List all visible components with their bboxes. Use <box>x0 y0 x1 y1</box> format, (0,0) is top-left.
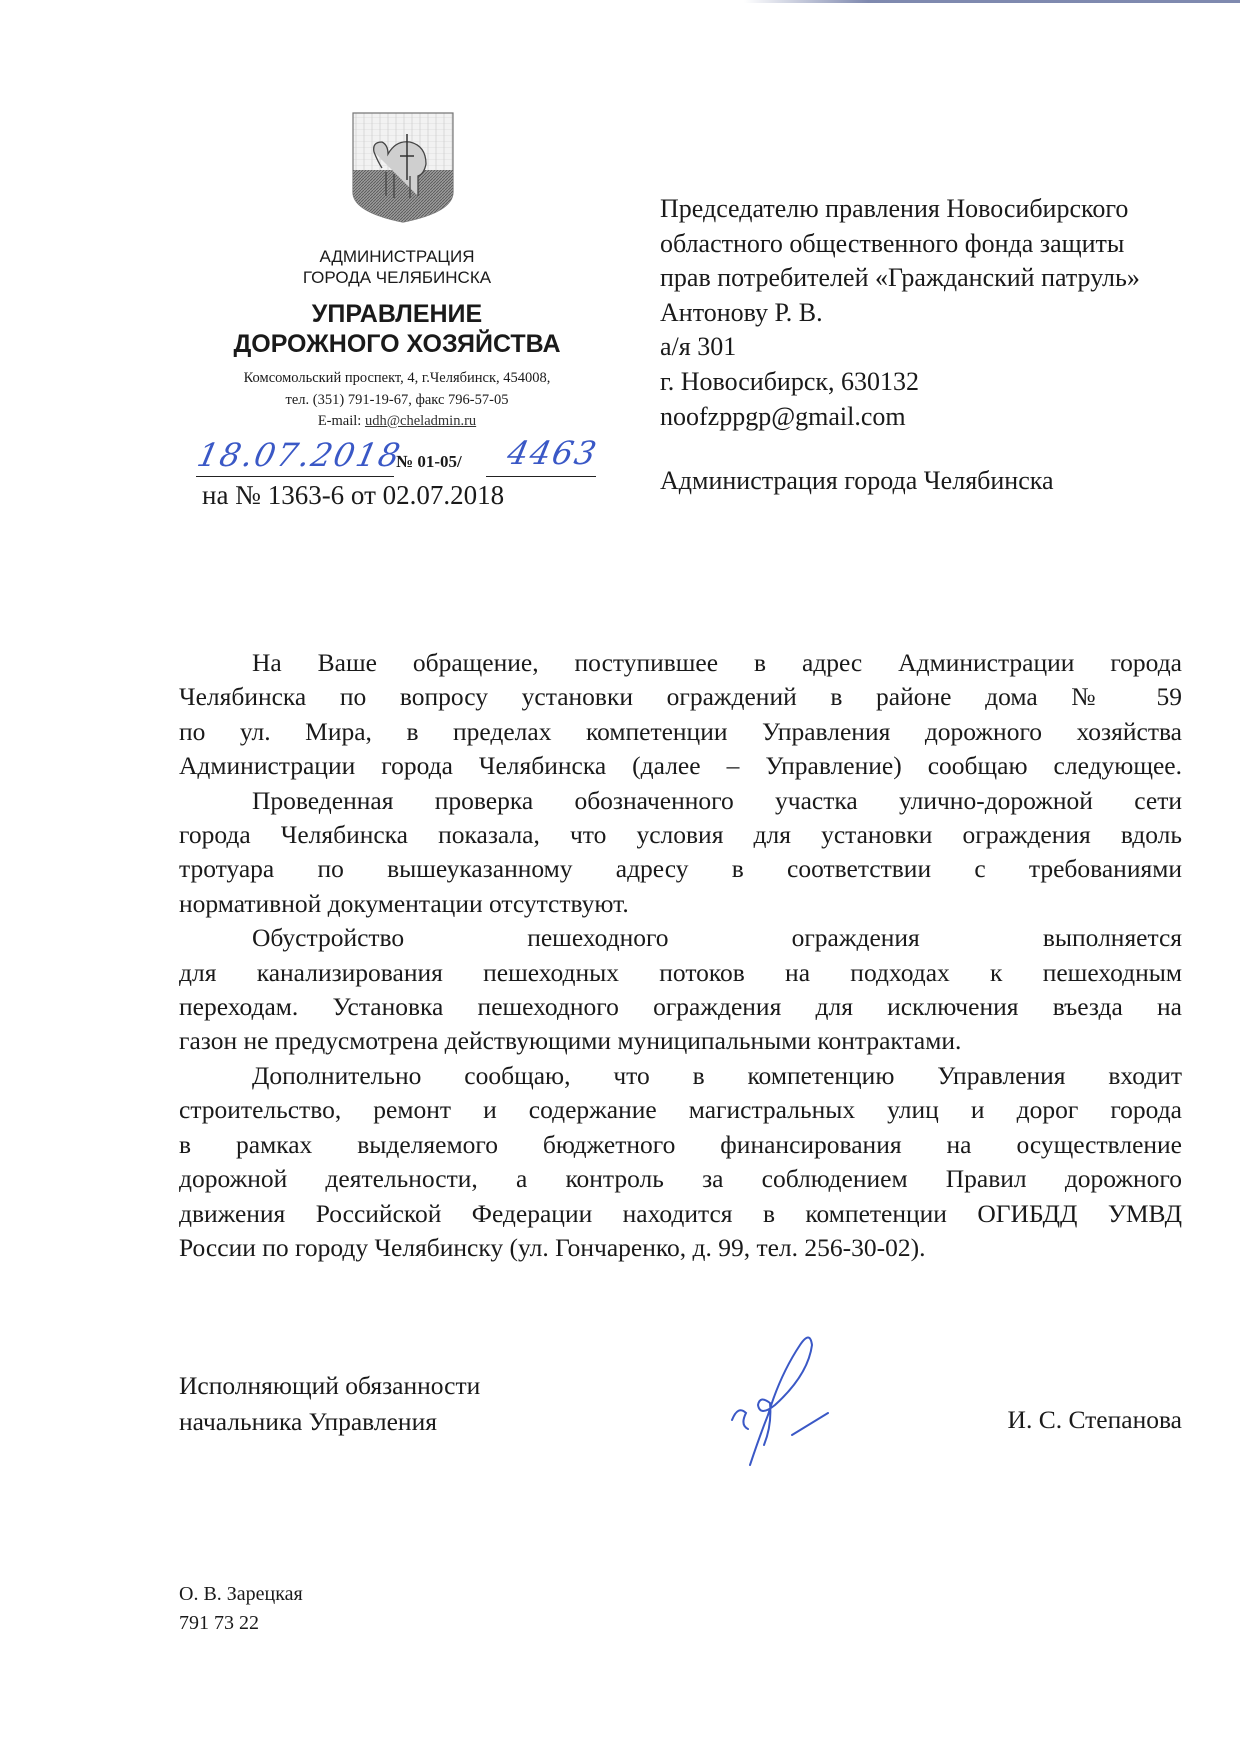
title-line-2: начальника Управления <box>179 1407 437 1436</box>
body-line: переходам. Установка пешеходного ограждения для исключения въезда на <box>179 992 1182 1022</box>
scan-edge <box>0 0 1240 3</box>
recipient-line: Антонову Р. В. <box>660 297 823 327</box>
recipient-line: прав потребителей «Гражданский патруль» <box>660 263 1140 293</box>
dept-line-2: ДОРОЖНОГО ХОЗЯЙСТВА <box>233 330 561 358</box>
city-crest-icon <box>352 112 454 224</box>
signatory-name: И. С. Степанова <box>1007 1405 1182 1434</box>
body-paragraph <box>179 646 1182 784</box>
reply-reference: на № 1363-6 от 02.07.2018 <box>202 480 505 510</box>
letterhead-dept <box>190 299 604 359</box>
phones: тел. (351) 791-19-67, факс 796-57-05 <box>285 391 509 408</box>
signatory-title <box>179 1368 480 1440</box>
body-line: дорожной деятельности, а контроль за соблюдением Правил дорожного <box>179 1164 1182 1194</box>
date-handwritten: 18.07.2018 <box>193 436 406 474</box>
body-paragraph <box>179 921 1182 1059</box>
admin-line-1: АДМИНИСТРАЦИЯ <box>319 247 475 266</box>
body-line: На Ваше обращение, поступившее в адрес Администрации города <box>252 648 1182 677</box>
copy-to: Администрация города Челябинска <box>660 466 1054 495</box>
recipient-line: noofzppgp@gmail.com <box>660 401 906 431</box>
body-line: строительство, ремонт и содержание магистральных улиц и дорог города <box>179 1095 1182 1125</box>
body-line: Администрации города Челябинска (далее – Управление) сообщаю следующее. <box>179 751 1182 781</box>
email-row <box>190 411 604 433</box>
dept-line-1: УПРАВЛЕНИЕ <box>311 300 483 328</box>
body-line: Челябинска по вопросу установки ограждений в районе дома № 59 <box>179 682 1182 712</box>
body-paragraph <box>179 1059 1182 1265</box>
recipient-line: Председателю правления Новосибирского <box>660 194 1129 223</box>
body-line: Обустройство пешеходного ограждения выполняется <box>252 923 1182 953</box>
body-line: тротуара по вышеуказанному адресу в соответствии с требованиями <box>179 854 1182 884</box>
address: Комсомольский проспект, 4, г.Челябинск, 454008, <box>243 370 551 386</box>
body-line: России по городу Челябинску (ул. Гончаренко, д. 99, тел. 256-30-02). <box>179 1232 926 1262</box>
body-line: движения Российской Федерации находится в компетенции ОГИБДД УМВД <box>179 1198 1182 1228</box>
date-underline <box>196 476 394 477</box>
recipient-block <box>660 192 1140 434</box>
email-label: E-mail: <box>317 413 365 429</box>
letter-body <box>179 646 1182 1265</box>
admin-line-2: ГОРОДА ЧЕЛЯБИНСКА <box>302 268 492 287</box>
email-link[interactable]: udh@cheladmin.ru <box>364 413 477 429</box>
body-line: города Челябинска показала, что условия для установки ограждения вдоль <box>179 820 1182 850</box>
letterhead-admin <box>190 246 604 288</box>
letterhead-contacts <box>190 368 604 433</box>
body-line: в рамках выделяемого бюджетного финансирования на осуществление <box>179 1129 1182 1159</box>
handwritten-signature <box>720 1325 840 1475</box>
recipient-line: областного общественного фонда защиты <box>660 228 1125 258</box>
number-prefix: № 01-05/ <box>396 452 462 471</box>
number-underline <box>486 476 596 477</box>
recipient-line: а/я 301 <box>660 332 737 362</box>
executor-phone: 791 73 22 <box>179 1612 259 1634</box>
recipient-line: г. Новосибирск, 630132 <box>660 366 920 396</box>
body-line: газон не предусмотрена действующими муниципальными контрактами. <box>179 1026 962 1056</box>
executor-block <box>179 1580 303 1638</box>
body-line: нормативной документации отсутствуют. <box>179 888 629 918</box>
body-line: Дополнительно сообщаю, что в компетенцию Управления входит <box>252 1060 1182 1090</box>
registration-line <box>193 434 602 480</box>
body-paragraph <box>179 784 1182 922</box>
body-line: по ул. Мира, в пределах компетенции Управления дорожного хозяйства <box>179 716 1182 746</box>
number-handwritten: 4463 <box>503 434 602 472</box>
executor-name: О. В. Зарецкая <box>179 1583 303 1605</box>
body-line: для канализирования пешеходных потоков на подходах к пешеходным <box>179 957 1182 987</box>
title-line-1: Исполняющий обязанности <box>179 1371 481 1400</box>
body-line: Проведенная проверка обозначенного участка улично-дорожной сети <box>252 785 1182 815</box>
